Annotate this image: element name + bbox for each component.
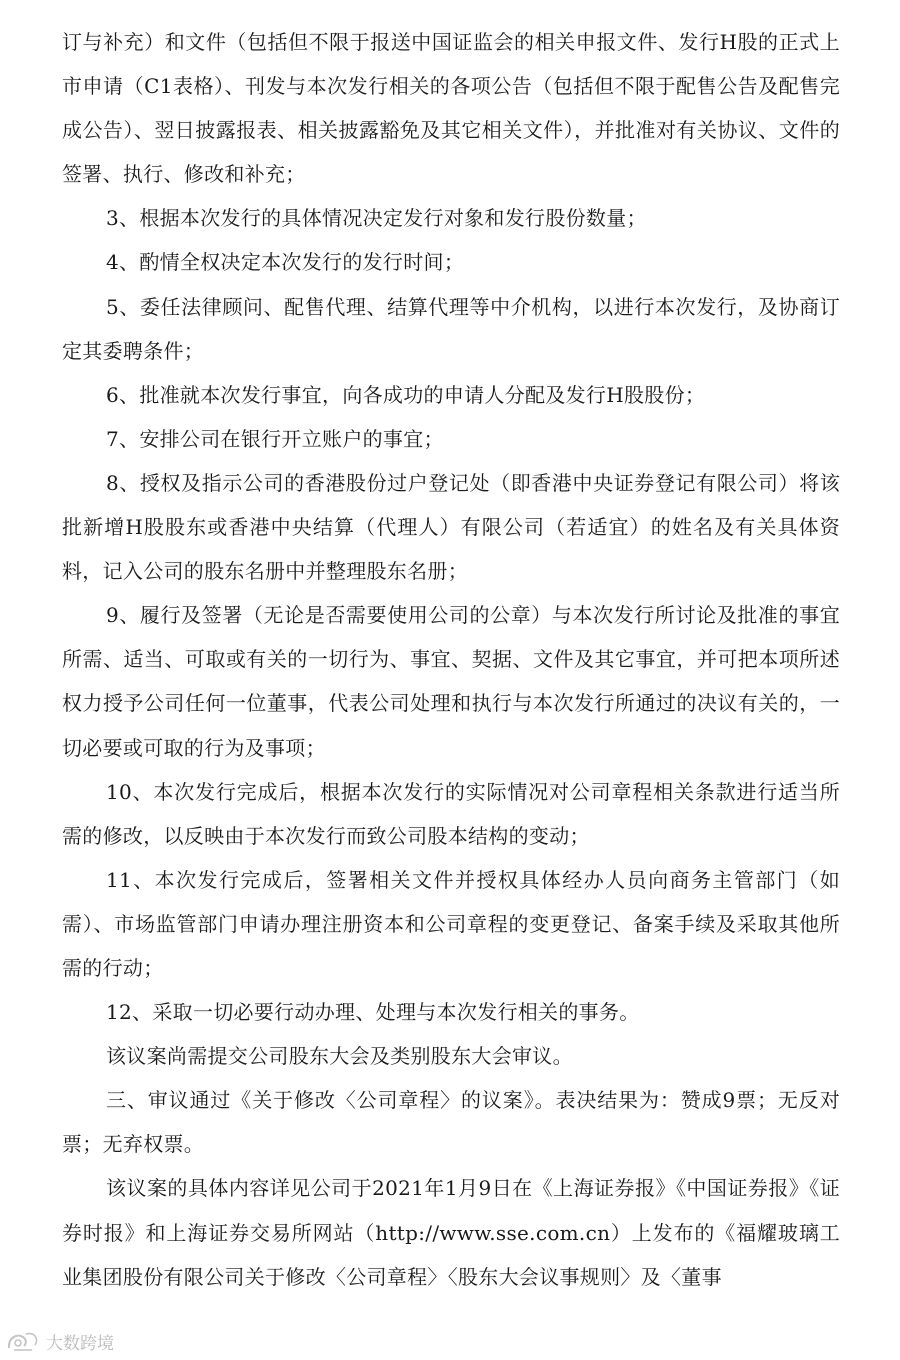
document-body [62,20,840,1299]
paragraph: 5、委任法律顾问、配售代理、结算代理等中介机构，以进行本次发行，及协商订定其委聘条件； [62,294,840,363]
paragraph: 三、审议通过《关于修改〈公司章程〉的议案》。表决结果为：赞成9票；无反对票；无弃权票。 [62,1088,840,1157]
paragraph: 3、根据本次发行的具体情况决定发行对象和发行股份数量； [106,206,647,231]
paragraph: 10、本次发行完成后，根据本次发行的实际情况对公司章程相关条款进行适当所需的修改，以反映由于本次发行而致公司股本结构的变动； [62,779,840,848]
paragraph: 该议案的具体内容详见公司于2021年1月9日在《上海证券报》《中国证券报》《证券时报》和上海证券交易所网站（http://www.sse.com.cn）上发布的《福耀玻璃工业集团股份有限公司关于修改〈公司章程〉〈股东大会议事规则〉及〈董事 [62,1176,840,1289]
paragraph: 11、本次发行完成后，签署相关文件并授权具体经办人员向商务主管部门（如需）、市场监管部门申请办理注册资本和公司章程的变更登记、备案手续及采取其他所需的行动； [62,867,840,980]
paragraph: 8、授权及指示公司的香港股份过户登记处（即香港中央证券登记有限公司）将该批新增H股股东或香港中央结算（代理人）有限公司（若适宜）的姓名及有关具体资料，记入公司的股东名册中并整理股东名册； [62,470,840,584]
watermark-text: 大数跨境 [46,1333,114,1354]
paragraph: 9、履行及签署（无论是否需要使用公司的公章）与本次发行所讨论及批准的事宜所需、适当、可取或有关的一切行为、事宜、契据、文件及其它事宜，并可把本项所述权力授予公司任何一位董事，代表公司处理和执行与本次发行所通过的决议有关的，一切必要或可取的行为及事项； [62,603,840,760]
paragraph: 7、安排公司在银行开立账户的事宜； [106,426,444,451]
paragraph: 4、酌情全权决定本次发行的发行时间； [106,250,465,275]
paragraph: 6、批准就本次发行事宜，向各成功的申请人分配及发行H股股份； [106,382,706,407]
paragraph: 12、采取一切必要行动办理、处理与本次发行相关的事务。 [106,1000,640,1025]
watermark-logo-icon [6,1329,40,1353]
watermark [6,1327,114,1355]
paragraph: 该议案尚需提交公司股东大会及类别股东大会审议。 [106,1044,573,1069]
paragraph: 订与补充）和文件（包括但不限于报送中国证监会的相关申报文件、发行H股的正式上市申请（C1表格）、刊发与本次发行相关的各项公告（包括但不限于配售公告及配售完成公告）、翌日披露报表、相关披露豁免及其它相关文件），并批准对有关协议、文件的签署、执行、修改和补充； [62,30,840,187]
